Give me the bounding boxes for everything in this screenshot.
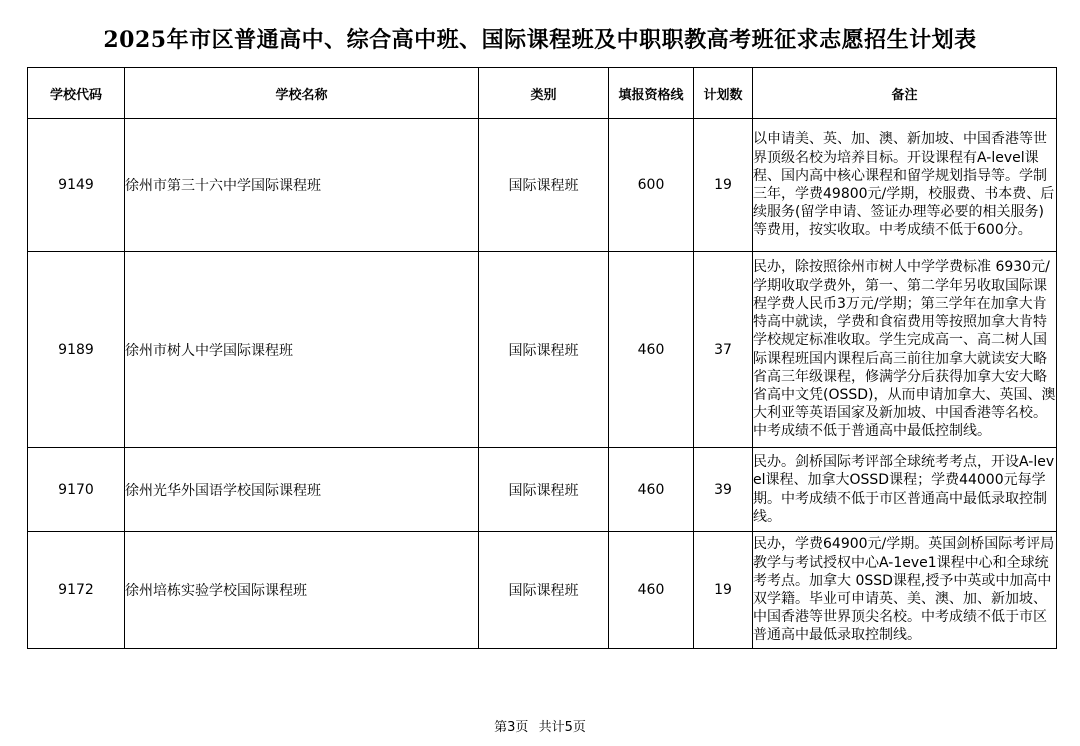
quota: 37 [694,252,753,448]
header-notes: 备注 [753,68,1057,119]
quota: 19 [694,119,753,252]
quota: 39 [694,448,753,532]
category: 国际课程班 [479,119,609,252]
header-school-code: 学校代码 [28,68,125,119]
school-name: 徐州市树人中学国际课程班 [125,252,479,448]
header-school-name: 学校名称 [125,68,479,119]
header-category: 类别 [479,68,609,119]
page-number: 第3页 [494,720,529,735]
category: 国际课程班 [479,252,609,448]
notes: 以申请美、英、加、澳、新加坡、中国香港等世界顶级名校为培养目标。开设课程有A-level课程、国内高中核心课程和留学规划指导等。学制三年，学费49800元/学期，校服费、书本费、后续服务(留学申请、签证办理等必要的相关服务)等费用，按实收取。中考成绩不低于600分。 [753,119,1057,252]
page-total: 共计5页 [538,720,586,735]
page-footer [0,718,1080,738]
min-score: 460 [609,448,694,532]
table-row [28,119,1057,252]
school-code: 9170 [28,448,125,532]
notes: 民办，除按照徐州市树人中学学费标准 6930元/学期收取学费外，第一、第二学年另收取国际课程学费人民币3万元/学期；第三学年在加拿大肯特高中就读，学费和食宿费用等按照加拿大肯特学校规定标准收取。学生完成高一、高二树人国际课程班国内课程后高三前往加拿大就读安大略省高三年级课程，修满学分后获得加拿大安大略省高中文凭(OSSD)，从而申请加拿大、英国、澳大利亚等英语国家及新加坡、中国香港等名校。中考成绩不低于普通高中最低控制线。 [753,252,1057,448]
school-name: 徐州市第三十六中学国际课程班 [125,119,479,252]
school-name: 徐州培栋实验学校国际课程班 [125,532,479,649]
table-row [28,252,1057,448]
school-code: 9172 [28,532,125,649]
min-score: 600 [609,119,694,252]
notes: 民办。剑桥国际考评部全球统考考点，开设A-level课程、加拿大OSSD课程；学费44000元每学期。中考成绩不低于市区普通高中最低录取控制线。 [753,448,1057,532]
min-score: 460 [609,252,694,448]
table-row [28,532,1057,649]
notes: 民办，学费64900元/学期。英国剑桥国际考评局教学与考试授权中心A-1eve1课程中心和全球统考考点。加拿大 0SSD课程,授予中英或中加高中双学籍。毕业可申请英、美、澳、加、新加坡、中国香港等世界顶尖名校。中考成绩不低于市区普通高中最低录取控制线。 [753,532,1057,649]
table-header-row [28,68,1057,119]
school-code: 9149 [28,119,125,252]
quota: 19 [694,532,753,649]
table-row [28,448,1057,532]
category: 国际课程班 [479,448,609,532]
min-score: 460 [609,532,694,649]
school-name: 徐州光华外国语学校国际课程班 [125,448,479,532]
school-code: 9189 [28,252,125,448]
header-min-score: 填报资格线 [609,68,694,119]
header-quota: 计划数 [694,68,753,119]
enrollment-plan-table [27,67,1057,649]
page-title: 2025年市区普通高中、综合高中班、国际课程班及中职职教高考班征求志愿招生计划表 [103,27,977,53]
category: 国际课程班 [479,532,609,649]
